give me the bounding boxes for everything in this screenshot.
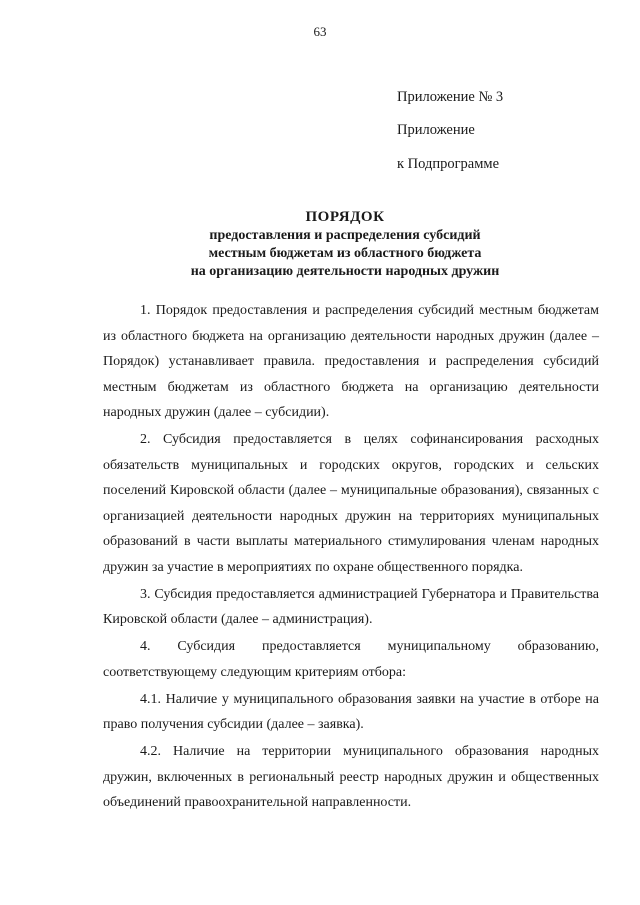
title-subline-2: местным бюджетам из областного бюджета xyxy=(208,246,482,261)
document-title xyxy=(0,207,640,281)
paragraph-3: 3. Субсидия предоставляется администрацией Губернатора и Правительства Кировской области (далее – администрация). xyxy=(103,586,599,627)
title-main: ПОРЯДОК xyxy=(305,209,385,225)
paragraph-4-1: 4.1. Наличие у муниципального образования заявки на участие в отборе на право получения субсидии (далее – заявка). xyxy=(103,691,599,732)
title-subline-3: на организацию деятельности народных дружин xyxy=(190,264,500,279)
paragraph-4-2: 4.2. Наличие на территории муниципального образования народных дружин, включенных в региональный реестр народных дружин и общественных объединений правоохранительной направленности. xyxy=(103,744,599,810)
appendix-number: Приложение № 3 xyxy=(397,89,504,105)
appendix-reference: к Подпрограмме xyxy=(397,156,500,172)
paragraph-1: 1. Порядок предоставления и распределения субсидий местным бюджетам из областного бюджета на организацию деятельности народных дружин (далее – Порядок) устанавливает правила. предоставления и распределения субсидий местным бюджетам из областного бюджета на организацию деятельности народных дружин (далее – субсидии). xyxy=(103,303,599,420)
document-body xyxy=(103,298,599,817)
paragraph-2: 2. Субсидия предоставляется в целях софинансирования расходных обязательств муниципальных и городских округов, городских и сельских поселений Кировской области (далее – муниципальные образования), связанных с организацией деятельности народных дружин на территориях муниципальных образований в части выплаты материального стимулирования членам народных дружин за участие в мероприятиях по охране общественного порядка. xyxy=(103,432,599,575)
title-subline-1: предоставления и распределения субсидий xyxy=(209,228,481,243)
appendix-label: Приложение xyxy=(397,122,475,138)
page-number: 63 xyxy=(313,24,327,39)
paragraph-4: 4. Субсидия предоставляется муниципальному образованию, соответствующему следующим критериям отбора: xyxy=(103,639,599,680)
